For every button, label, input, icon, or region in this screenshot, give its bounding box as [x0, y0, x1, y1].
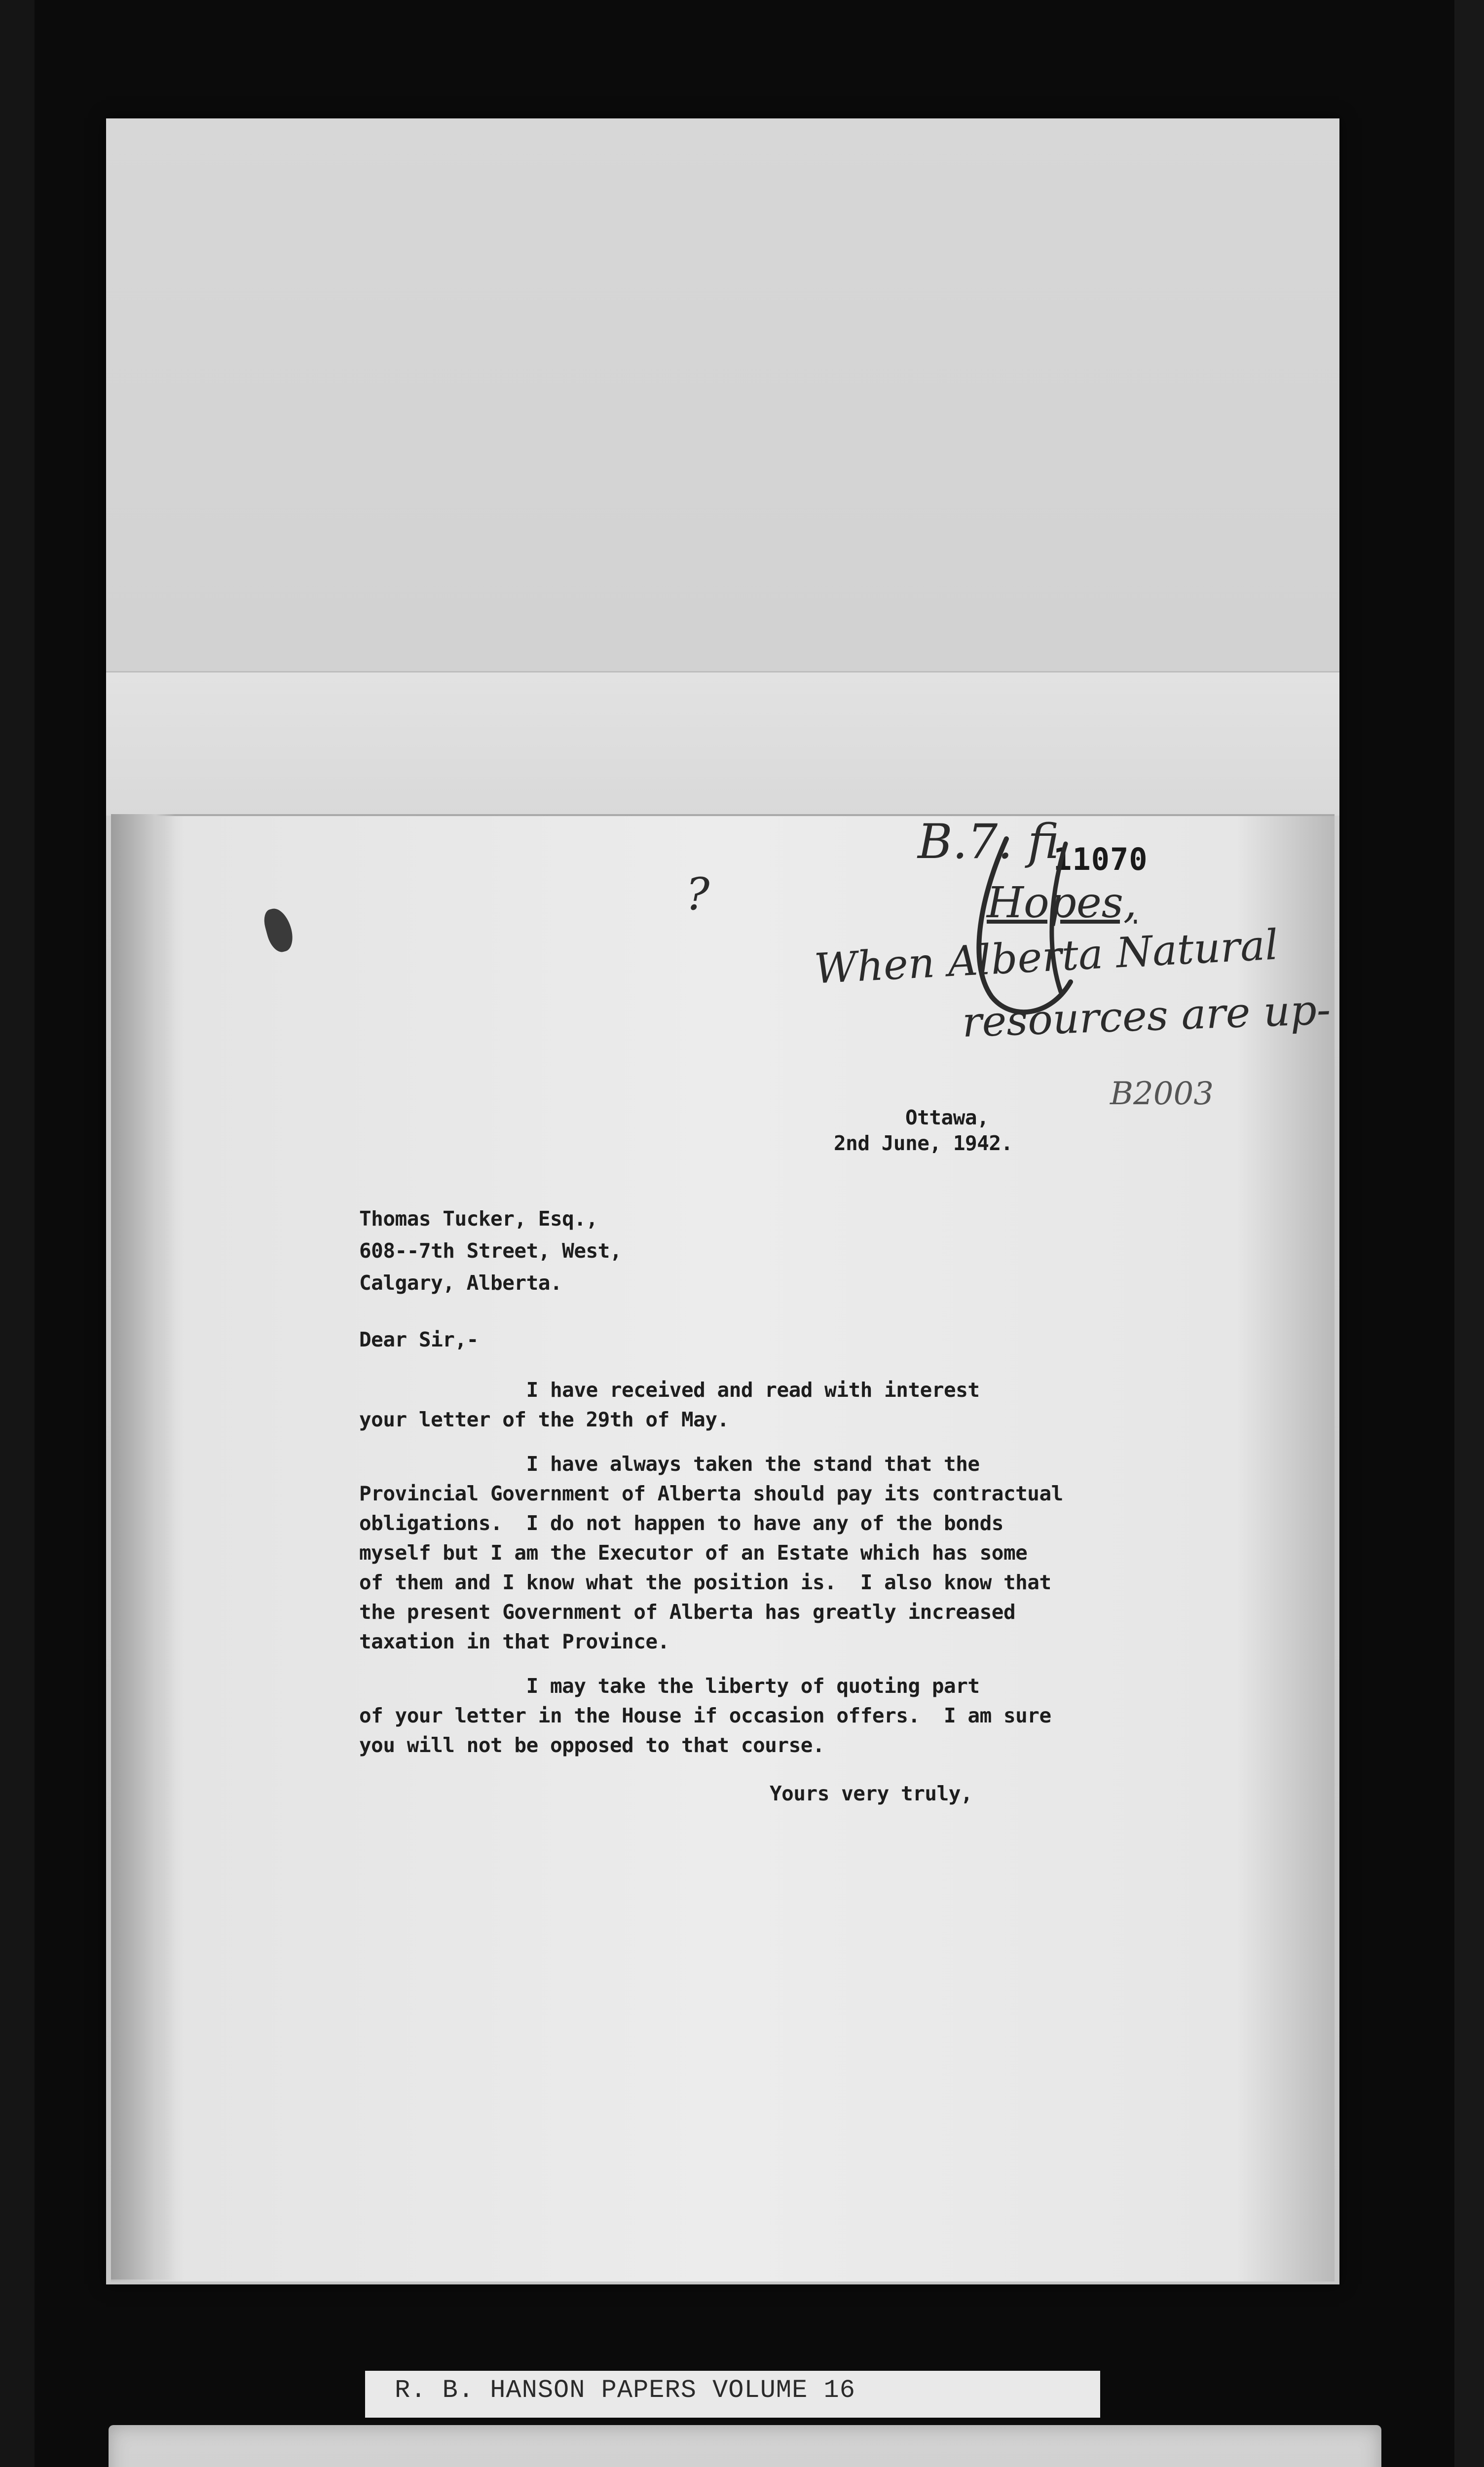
- handwritten-note-line-2: When Alberta Natural: [813, 920, 1280, 993]
- handwritten-note-line-1: Hopes,: [987, 878, 1137, 928]
- paragraph-2-line-5: of them and I know what the position is. I also know that: [359, 1570, 1051, 1594]
- folder-fold: [106, 671, 1339, 816]
- letter-date: 2nd June, 1942.: [834, 1131, 1013, 1155]
- volume-label: R. B. HANSON PAPERS VOLUME 16: [395, 2376, 855, 2405]
- paragraph-3-line-2: of your letter in the House if occasion offers. I am sure: [359, 1704, 1051, 1727]
- letter-torn-edge: [111, 814, 175, 2280]
- handwritten-question-mark: ?: [686, 868, 710, 920]
- paragraph-2-line-4: myself but I am the Executor of an Estate which has some: [359, 1541, 1028, 1565]
- paragraph-1-line-2: your letter of the 29th of May.: [359, 1408, 729, 1431]
- recipient-name: Thomas Tucker, Esq.,: [359, 1207, 598, 1231]
- handwritten-note-line-3: resources are up-: [961, 985, 1332, 1047]
- paragraph-2-line-3: obligations. I do not happen to have any of the bonds: [359, 1511, 1003, 1535]
- salutation: Dear Sir,-: [359, 1328, 479, 1351]
- paragraph-2-line-6: the present Government of Alberta has greatly increased: [359, 1600, 1016, 1624]
- handwritten-code: B2003: [1110, 1076, 1214, 1112]
- recipient-city: Calgary, Alberta.: [359, 1271, 562, 1295]
- paragraph-3-line-1: I may take the liberty of quoting part: [359, 1674, 980, 1698]
- paragraph-2-line-7: taxation in that Province.: [359, 1630, 669, 1653]
- letter-place: Ottawa,: [905, 1106, 989, 1129]
- file-number-stamp: 11070: [1053, 841, 1148, 877]
- paragraph-1-line-1: I have received and read with interest: [359, 1378, 980, 1402]
- film-edge-right: [1454, 0, 1484, 2467]
- paragraph-2-line-2: Provincial Government of Alberta should pay its contractual: [359, 1482, 1063, 1505]
- film-edge-left: [0, 0, 35, 2467]
- paragraph-3-line-3: you will not be opposed to that course.: [359, 1733, 825, 1757]
- paragraph-2-line-1: I have always taken the stand that the: [359, 1452, 980, 1476]
- archives-card: [109, 2425, 1381, 2467]
- recipient-street: 608--7th Street, West,: [359, 1239, 622, 1263]
- handwritten-bracket-mark: [952, 834, 1120, 1041]
- handwritten-reference: B.7. fi: [918, 814, 1060, 869]
- closing: Yours very truly,: [770, 1782, 973, 1805]
